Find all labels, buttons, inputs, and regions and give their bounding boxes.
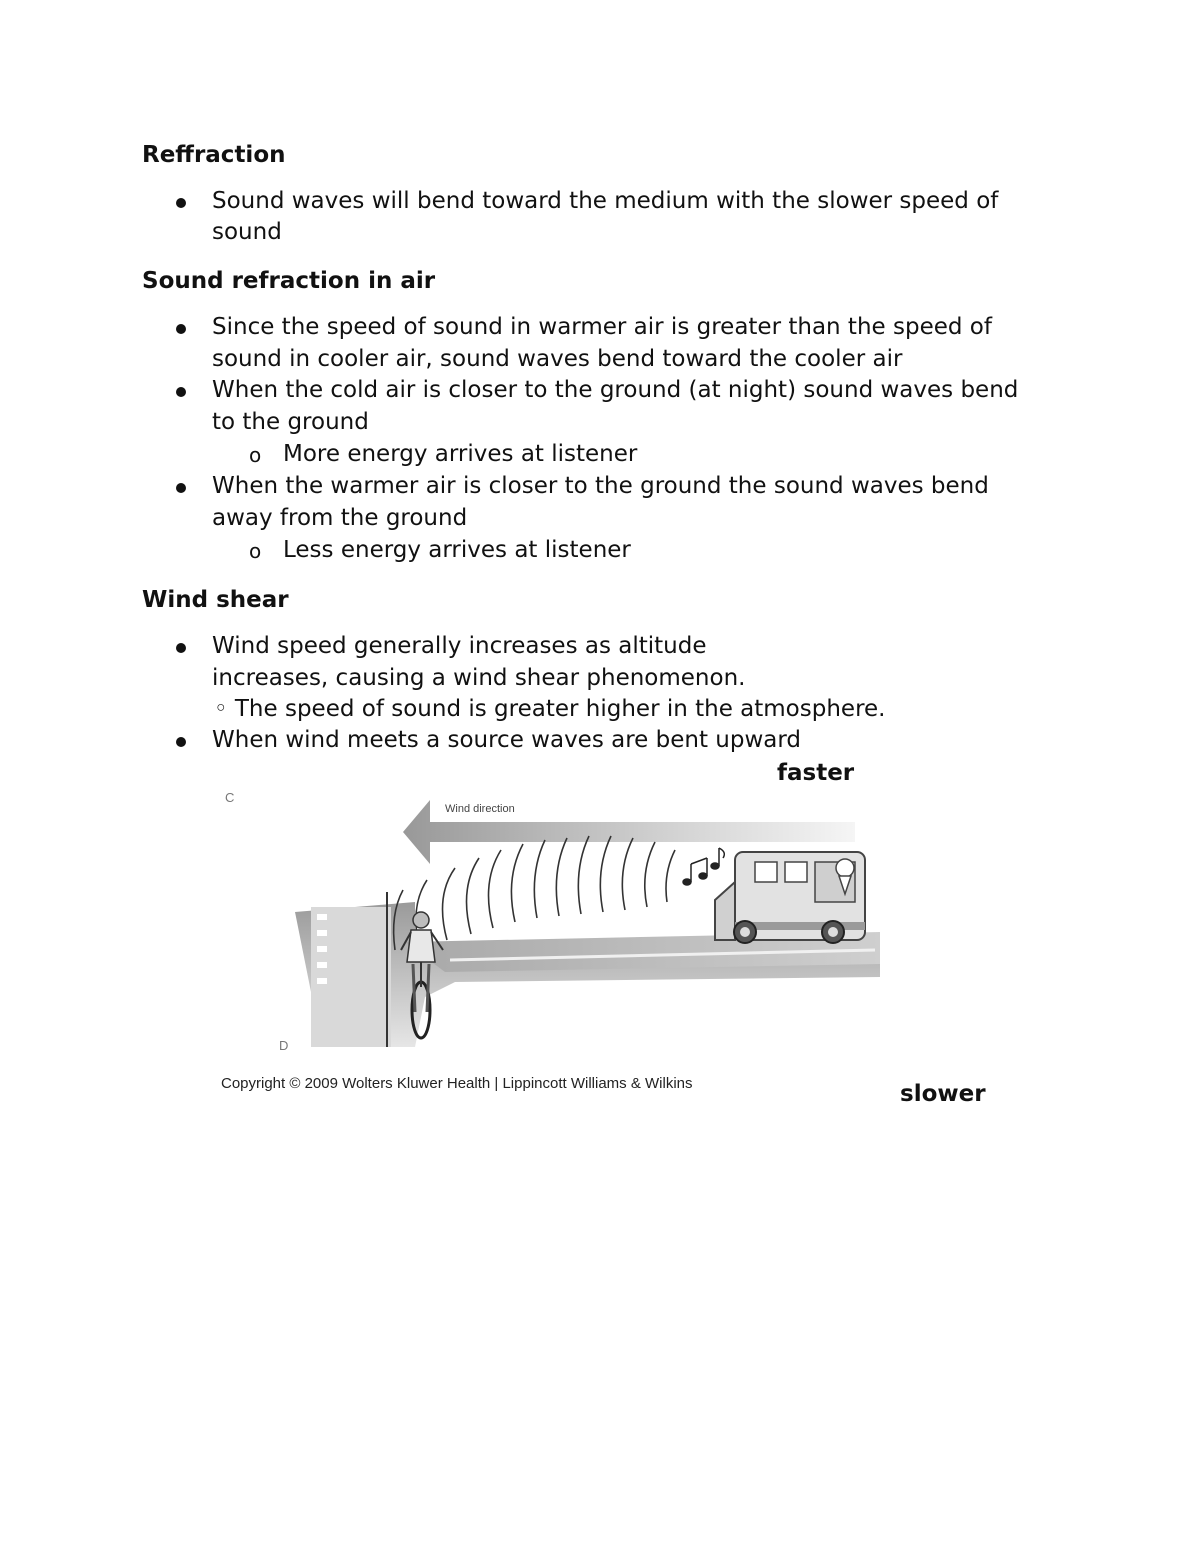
panel-label-c: C <box>225 790 235 805</box>
bullet-text: When the cold air is closer to the ground (at night) sound waves bend <box>212 377 1019 403</box>
bullet-text: sound in cooler air, sound waves bend toward the cooler air <box>212 346 903 372</box>
sub-bullet-text: More energy arrives at listener <box>283 441 638 467</box>
bullet-marker <box>176 643 186 653</box>
label-faster: faster <box>777 760 855 786</box>
bullet-marker <box>176 198 186 208</box>
figure-copyright: Copyright © 2009 Wolters Kluwer Health | Lippincott Williams & Wilkins <box>221 1075 693 1092</box>
bullet-marker <box>176 737 186 747</box>
sub-bullet-text: Less energy arrives at listener <box>283 537 631 563</box>
bullet-marker <box>176 483 186 493</box>
label-slower: slower <box>900 1081 986 1107</box>
building <box>311 907 391 1047</box>
sub-bullet-marker: o <box>249 443 262 467</box>
bullet-text: Wind speed generally increases as altitude <box>212 633 707 659</box>
sound-waves <box>394 836 675 950</box>
bullet-text: When wind meets a source waves are bent upward <box>212 727 802 753</box>
bullet-text: When the warmer air is closer to the ground the sound waves bend <box>212 473 989 499</box>
bullet-text: Sound waves will bend toward the medium with the slower speed of <box>212 188 999 214</box>
bullet-text: Since the speed of sound in warmer air is greater than the speed of <box>212 314 992 340</box>
music-notes-icon <box>683 848 724 885</box>
note-text: ◦ The speed of sound is greater higher in the atmosphere. <box>214 696 886 722</box>
wind-direction-label: Wind direction <box>445 803 515 815</box>
bullet-text: sound <box>212 219 282 245</box>
bullet-text: away from the ground <box>212 505 468 531</box>
bullet-text: increases, causing a wind shear phenomenon. <box>212 665 746 691</box>
ice-cream-truck <box>715 852 865 943</box>
wind-shear-illustration <box>215 782 895 1092</box>
bullet-text: to the ground <box>212 409 369 435</box>
heading-refraction: Reffraction <box>142 142 286 168</box>
heading-wind-shear: Wind shear <box>142 587 289 613</box>
bullet-marker <box>176 324 186 334</box>
bullet-marker <box>176 387 186 397</box>
sub-bullet-marker: o <box>249 539 262 563</box>
heading-sound-refraction-in-air: Sound refraction in air <box>142 268 436 294</box>
panel-label-d: D <box>279 1038 289 1053</box>
